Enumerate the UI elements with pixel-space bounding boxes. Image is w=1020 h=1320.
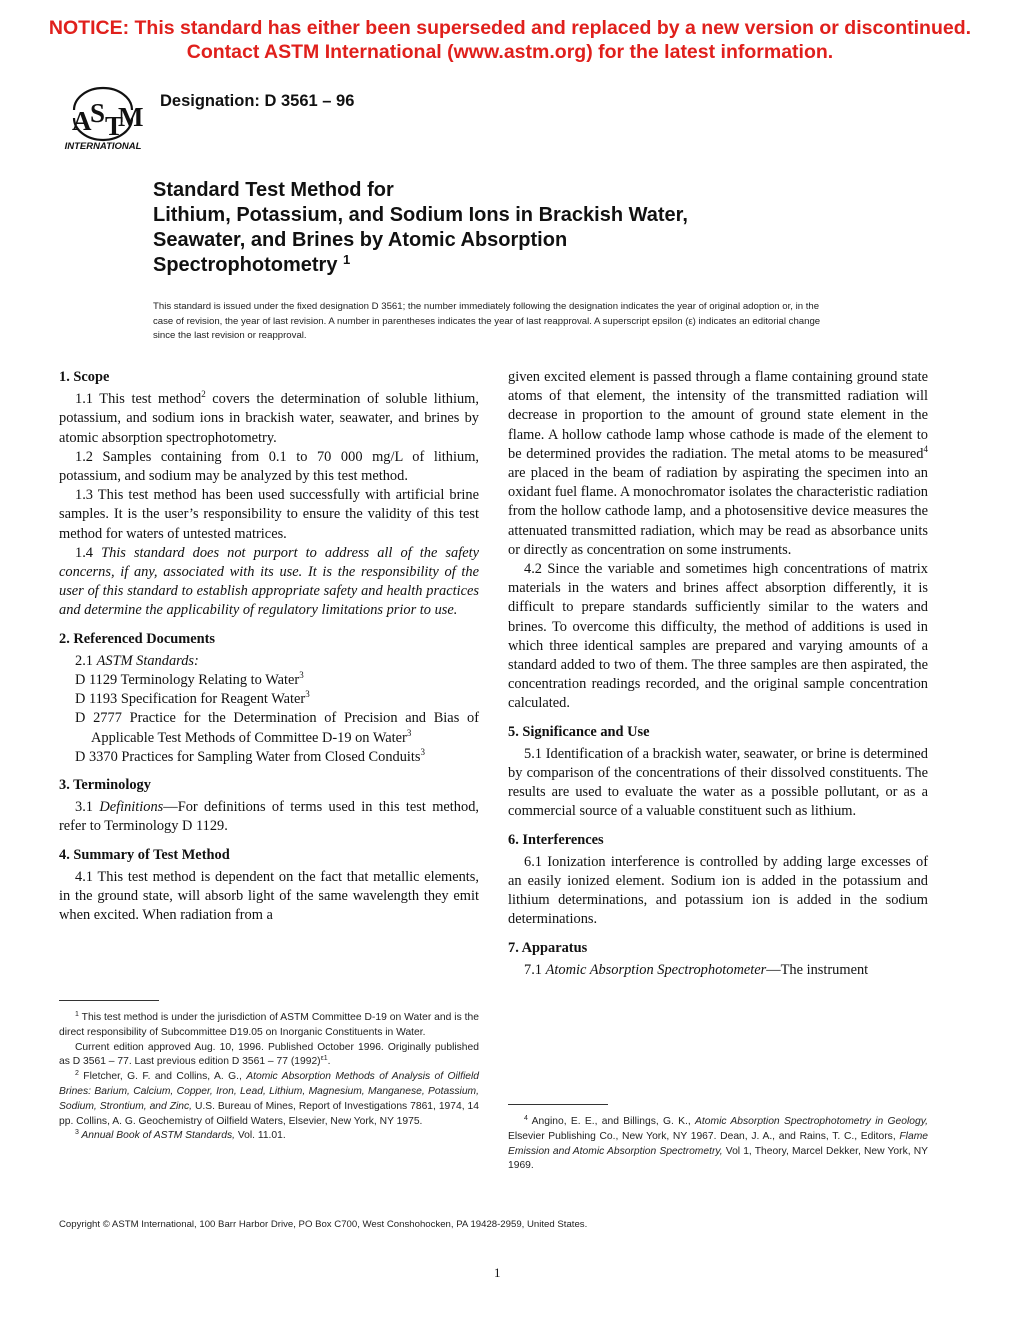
para-1-4-num: 1.4	[75, 544, 102, 561]
supersede-notice	[0, 16, 1020, 64]
footnote-2-a: Fletcher, G. F. and Collins, A. G.,	[78, 1071, 247, 1083]
svg-text:A: A	[72, 106, 92, 136]
footnote-4-italic-1: Atomic Absorption Spectrophotometry in Geology,	[695, 1116, 928, 1127]
footnote-1-edition	[59, 1041, 479, 1071]
section-5-heading: 5. Significance and Use	[508, 723, 650, 740]
ref-d1129-text: D 1129 Terminology Relating to Water	[75, 672, 300, 689]
para-4-1-cont-b: are placed in the beam of radiation by aspirating the specimen into an oxidant fuel flame. A monochromator isolates the characteristic radiation from the hollow cathode lamp, and a photosensitive device measures the attenuated transmitted radiation, which may be read as absorbance units or directly as concentration on some instruments.	[508, 465, 928, 558]
issued-note: This standard is issued under the fixed designation D 3561; the number immediately following the designation indicates the year of original adoption or, in the case of revision, the year of last revision. A number in parentheses indicates the year of last reapproval. A superscript epsilon (ε) indicates an editorial change since the last revision or reapproval.	[153, 301, 821, 341]
para-1-2: 1.2 Samples containing from 0.1 to 70 000 mg/L of lithium, potassium, and sodium may be analyzed by this test method.	[59, 448, 479, 485]
ref-d3370	[75, 748, 479, 767]
para-1-1-sup: 2	[201, 389, 206, 400]
svg-text:T: T	[105, 111, 124, 141]
para-1-3: 1.3 This test method has been used successfully with artificial brine samples. It is the user’s responsibility to ensure the validity of this test method for waters of untested matrices.	[59, 487, 479, 542]
svg-text:S: S	[90, 98, 106, 128]
footnote-3	[59, 1129, 479, 1144]
footnote-4-italic-2: Flame Emission and Atomic Absorption Spectrometry,	[508, 1130, 928, 1157]
para-1-1	[59, 390, 479, 448]
para-1-4	[59, 544, 479, 621]
ref-d1193-text: D 1193 Specification for Reagent Water	[75, 691, 306, 708]
notice-line-1: NOTICE: This standard has either been superseded and replaced by a new version or discontinued.	[48, 17, 972, 39]
footnote-4-mark: 4	[524, 1115, 528, 1122]
section-2-heading: 2. Referenced Documents	[59, 630, 215, 647]
section-3-heading: 3. Terminology	[59, 777, 151, 794]
document-title	[153, 178, 873, 278]
footnote-4-b: Elsevier Publishing Co., New York, NY 1967. Dean, J. A., and Rains, T. C., Editors,	[508, 1130, 900, 1142]
svg-text:M: M	[118, 102, 144, 132]
ref-d3370-sup: 3	[420, 746, 426, 757]
title-line-2: Lithium, Potassium, and Sodium Ions in Brackish Water,	[153, 204, 688, 226]
para-5-1: 5.1 Identification of a brackish water, seawater, or brine is determined by comparison of the concentrations of their dissolved constituents. The results are used to evaluate the water as a possible pollutant, or as a commercial source of a valuable constituent such as lithium.	[508, 745, 928, 820]
para-6-1: 6.1 Ionization interference is controlled by adding large excesses of an easily ionized element. Sodium ion is added in the potassium and lithium determinations, and potassium ion is added in the sodium determinations.	[508, 853, 928, 928]
para-2-1-italic: ASTM Standards:	[96, 652, 199, 669]
footnote-1-epsilon: ε1	[320, 1055, 328, 1063]
ref-d1193-sup: 3	[305, 689, 310, 700]
para-4-1-cont	[508, 368, 928, 560]
footnote-1-edition-end: .	[327, 1056, 331, 1068]
para-3-1-italic: Definitions	[99, 799, 164, 816]
ref-d1129-sup: 3	[299, 670, 304, 681]
ref-d1129	[75, 671, 479, 690]
para-4-2: 4.2 Since the variable and sometimes high concentrations of matrix materials in the waters and brines affect absorption differently, it is difficult to prepare standards sufficiently similar to the waters and brines. To overcome this difficulty, the method of additions is used in which three identical samples are prepared and varying amounts of a standard added to two of them. The three samples are then aspirated, the concentration readings recorded, and the original sample concentration calculated.	[508, 561, 928, 712]
title-line-3: Seawater, and Brines by Atomic Absorption	[153, 229, 568, 251]
ref-d1193	[75, 690, 479, 709]
para-7-1-rest: —The instrument	[766, 961, 869, 978]
right-column	[508, 368, 928, 980]
para-1-1-a: 1.1 This test method	[75, 391, 202, 408]
footnote-4-a: Angino, E. E., and Billings, G. K.,	[527, 1116, 696, 1127]
para-2-1	[59, 652, 479, 671]
section-7-heading: 7. Apparatus	[508, 939, 588, 956]
para-3-1-num: 3.1	[75, 799, 100, 816]
para-4-1-sup: 4	[923, 443, 928, 454]
footnotes-right	[508, 1115, 928, 1174]
designation: Designation: D 3561 – 96	[160, 92, 355, 110]
title-line-4	[153, 253, 873, 278]
astm-logo	[60, 80, 146, 152]
footnote-rule-left	[59, 1000, 159, 1001]
copyright-line: Copyright © ASTM International, 100 Barr Harbor Drive, PO Box C700, West Conshohocken, PA 19428-2959, United States.	[59, 1219, 588, 1230]
title-line-4-text: Spectrophotometry	[153, 254, 338, 276]
section-4-heading: 4. Summary of Test Method	[59, 846, 230, 863]
footnote-4	[508, 1115, 928, 1174]
footnote-3-italic: Annual Book of ASTM Standards,	[78, 1130, 235, 1142]
ref-d2777	[75, 709, 479, 747]
para-7-1-num: 7.1	[524, 961, 546, 978]
para-4-1-cont-a: given excited element is passed through a flame containing ground state atoms of that element, the intensity of the transmitted radiation will decrease in proportion to the amount of ground state element in the flame. A hollow cathode lamp whose cathode is made of the element to be determined provides the radiation. The metal atoms to be measured	[508, 369, 928, 462]
footnote-2-mark: 2	[75, 1070, 79, 1078]
footnote-2-italic: Atomic Absorption Methods of Analysis of Oilfield Brines: Barium, Calcium, Copper, Iron, Lead, Lithium, Magnesium, Manganese, Potassium, Sodium, Strontium, and Zinc,	[59, 1071, 479, 1112]
footnote-1	[59, 1011, 479, 1041]
para-7-1-italic: Atomic Absorption Spectrophotometer	[545, 961, 767, 978]
ref-d2777-sup: 3	[406, 727, 412, 738]
para-3-1-rest: —For definitions of terms used in this test method, refer to Terminology D 1129.	[59, 799, 479, 835]
footnote-rule-right	[508, 1104, 608, 1105]
notice-line-2: Contact ASTM International (www.astm.org) for the latest information.	[186, 41, 834, 63]
left-column	[59, 368, 479, 925]
footnote-3-mark: 3	[75, 1129, 79, 1137]
footnote-4-c: Vol 1, Theory, Marcel Dekker, New York, NY 1969.	[508, 1145, 928, 1172]
footnote-1-edition-text: Current edition approved Aug. 10, 1996. Published October 1996. Originally published as D 3561 – 77. Last previous edition D 3561 – 77 (1992)	[59, 1041, 479, 1068]
logo-international-text: INTERNATIONAL	[64, 141, 142, 152]
title-line-1: Standard Test Method for	[153, 179, 394, 201]
footnotes-left	[59, 1011, 479, 1144]
footnote-1-mark: 1	[75, 1011, 79, 1018]
para-3-1	[59, 798, 479, 836]
footnote-1-text: This test method is under the jurisdiction of ASTM Committee D-19 on Water and is the direct responsibility of Subcommittee D19.05 on Inorganic Constituents in Water.	[59, 1012, 479, 1038]
para-2-1-num: 2.1	[75, 652, 97, 669]
footnote-2-b: U.S. Bureau of Mines, Report of Investigations 7861, 1974, 14 pp. Collins, A. G. Geochemistry of Oilfield Waters, Elsevier, New York, NY 1975.	[59, 1100, 479, 1127]
para-4-1-start: 4.1 This test method is dependent on the fact that metallic elements, in the ground state, will absorb light of the same wavelength they emit when excited. When radiation from a	[59, 868, 479, 924]
footnote-2	[59, 1070, 479, 1129]
para-7-1	[508, 961, 928, 980]
ref-d2777-text: D 2777 Practice for the Determination of Precision and Bias of Applicable Test Methods of Committee D-19 on Water	[75, 710, 479, 746]
section-6-heading: 6. Interferences	[508, 831, 604, 848]
para-1-1-b: covers the determination of soluble lithium, potassium, and sodium ions in brackish water, seawater, and brines by atomic absorption spectrophotometry.	[59, 391, 479, 446]
title-footnote-mark: 1	[343, 252, 351, 267]
section-1-heading: 1. Scope	[59, 369, 110, 385]
ref-d3370-text: D 3370 Practices for Sampling Water from Closed Conduits	[75, 748, 421, 765]
page-number: 1	[494, 1265, 501, 1280]
para-1-4-italic: This standard does not purport to address all of the safety concerns, if any, associated with its use. It is the responsibility of the user of this standard to establish appropriate safety and health practices and determine the applicability of regulatory limitations prior to use.	[59, 544, 479, 619]
footnote-3-b: Vol. 11.01.	[234, 1130, 286, 1142]
